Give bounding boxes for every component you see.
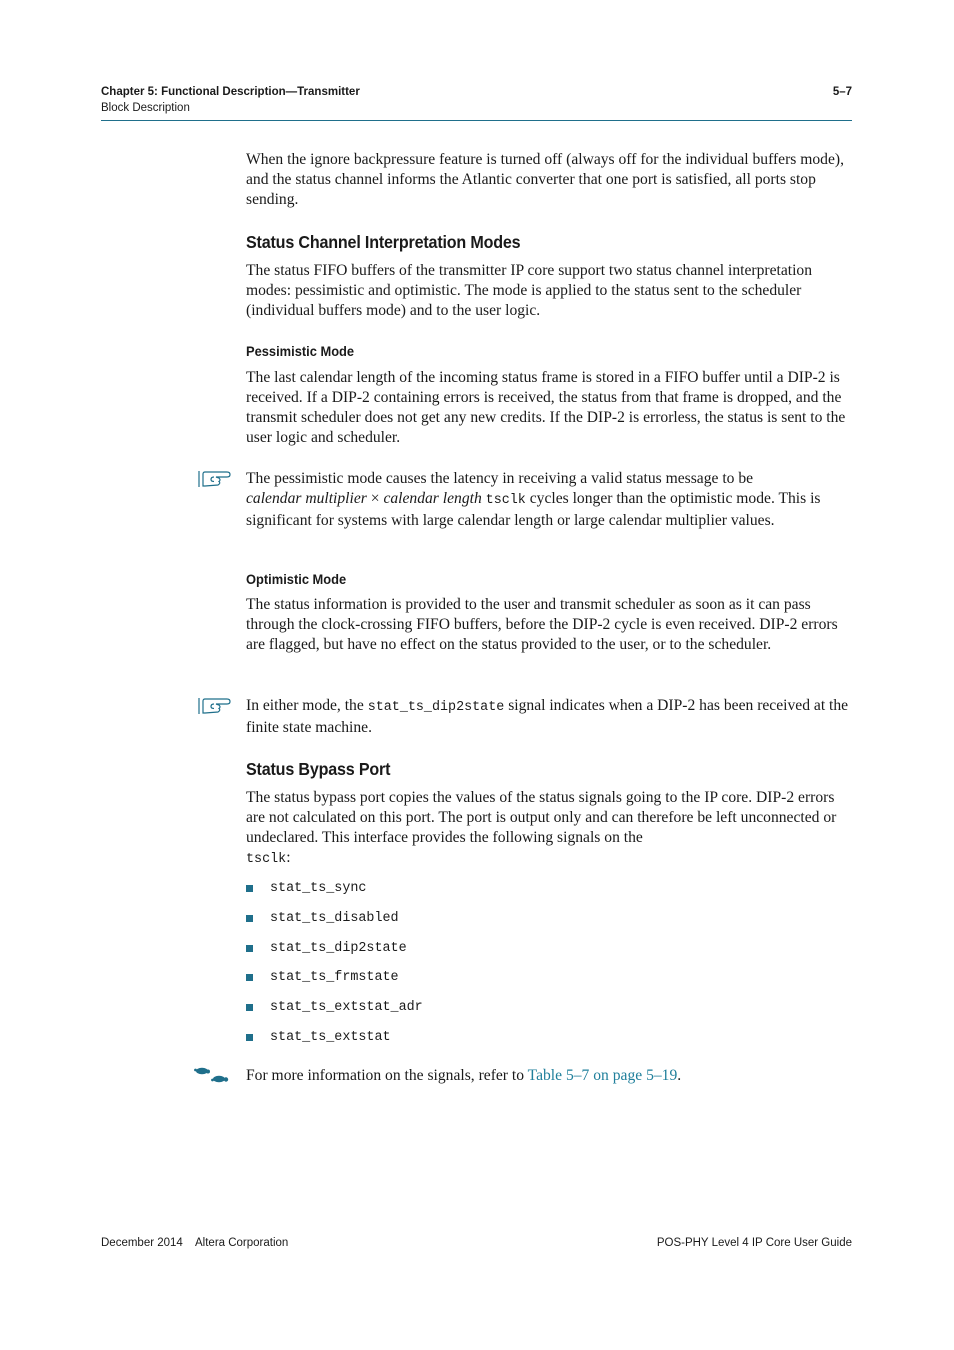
bullet-square-icon bbox=[246, 885, 253, 892]
bypass-paragraph-end: : bbox=[286, 849, 291, 866]
note-code-dip2state: stat_ts_dip2state bbox=[367, 700, 505, 715]
pointing-hand-icon bbox=[197, 696, 233, 716]
bypass-port-paragraph bbox=[246, 788, 856, 870]
bullet-square-icon bbox=[246, 945, 253, 952]
footer-company: Altera Corporation bbox=[195, 1237, 289, 1249]
section-name: Block Description bbox=[101, 102, 190, 114]
bullet-square-icon bbox=[246, 1004, 253, 1011]
bullet-square-icon bbox=[246, 974, 253, 981]
note-code-tsclk: tsclk bbox=[485, 493, 526, 508]
reference-text-end: . bbox=[677, 1067, 682, 1084]
reference-note bbox=[246, 1066, 856, 1086]
subheading-optimistic-mode: Optimistic Mode bbox=[246, 571, 347, 587]
pessimistic-note bbox=[246, 469, 856, 531]
pointing-hand-icon bbox=[197, 469, 233, 489]
reference-text: For more information on the signals, refer to bbox=[246, 1067, 528, 1084]
page-number: 5–7 bbox=[832, 86, 852, 98]
intro-paragraph: When the ignore backpressure feature is turned off (always off for the individual buffers mode), and the status channel informs the Atlantic converter that one port is satisfied, all ports stop sending. bbox=[246, 151, 844, 208]
section-heading-interpretation-modes: Status Channel Interpretation Modes bbox=[246, 232, 521, 252]
footprints-icon bbox=[193, 1066, 233, 1086]
bypass-paragraph-text: The status bypass port copies the values of the status signals going to the IP core. DIP-2 errors are not calculated on this port. The port is output only and can therefore be left unconnected or undeclared. This interface provides the following signals on the bbox=[246, 789, 837, 846]
signal-name: stat_ts_extstat bbox=[270, 1029, 391, 1045]
table-5-7-link[interactable]: Table 5–7 on page 5–19 bbox=[527, 1067, 678, 1084]
note-italic-length: calendar length bbox=[383, 490, 482, 507]
note-text-end: signal indicates when a DIP-2 has been received at the finite state machine. bbox=[246, 697, 849, 736]
page-header bbox=[101, 84, 852, 116]
note-text-end: cycles longer than the optimistic mode. This is significant for systems with large calendar length or large calendar multiplier values. bbox=[246, 490, 821, 529]
note-text: In either mode, the bbox=[246, 697, 368, 714]
interpretation-modes-paragraph: The status FIFO buffers of the transmitter IP core support two status channel interpretation modes: pessimistic and optimistic. The mode is applied to the status sent to the scheduler (individual buffers mode) and to the user logic. bbox=[246, 262, 813, 319]
note-text: The pessimistic mode causes the latency in receiving a valid status message to be bbox=[246, 470, 754, 487]
optimistic-note bbox=[246, 696, 856, 738]
pessimistic-paragraph: The last calendar length of the incoming status frame is stored in a FIFO buffer until a DIP-2 is received. If a DIP-2 containing errors is received, the status from that frame is dropped, and the transmit scheduler does not get any new credits. If the DIP-2 is errorless, the status is sent to the user logic and scheduler. bbox=[246, 369, 846, 446]
signal-name: stat_ts_extstat_adr bbox=[270, 1000, 423, 1016]
note-times: × bbox=[366, 490, 384, 507]
signal-name: stat_ts_frmstate bbox=[270, 970, 399, 986]
optimistic-paragraph: The status information is provided to the user and transmit scheduler as soon as it can pass through the clock-crossing FIFO buffers, before the DIP-2 cycle is even received. DIP-2 errors are flagged, but have no effect on the status provided to the user, or to the scheduler. bbox=[246, 596, 838, 653]
signal-name: stat_ts_sync bbox=[270, 881, 367, 896]
header-rule bbox=[101, 120, 852, 121]
subheading-pessimistic-mode: Pessimistic Mode bbox=[246, 343, 355, 359]
footer-guide-title: POS-PHY Level 4 IP Core User Guide bbox=[656, 1237, 852, 1249]
section-heading-status-bypass-port: Status Bypass Port bbox=[246, 759, 391, 779]
footer-date: December 2014 bbox=[101, 1237, 183, 1249]
chapter-title: Chapter 5: Functional Description—Transmitter bbox=[101, 86, 360, 98]
bullet-square-icon bbox=[246, 915, 253, 922]
signal-name: stat_ts_dip2state bbox=[270, 940, 407, 956]
note-italic-multiplier: calendar multiplier bbox=[246, 490, 367, 507]
signal-name: stat_ts_disabled bbox=[270, 910, 399, 926]
bypass-code-tsclk: tsclk bbox=[246, 852, 287, 867]
bullet-square-icon bbox=[246, 1034, 253, 1041]
